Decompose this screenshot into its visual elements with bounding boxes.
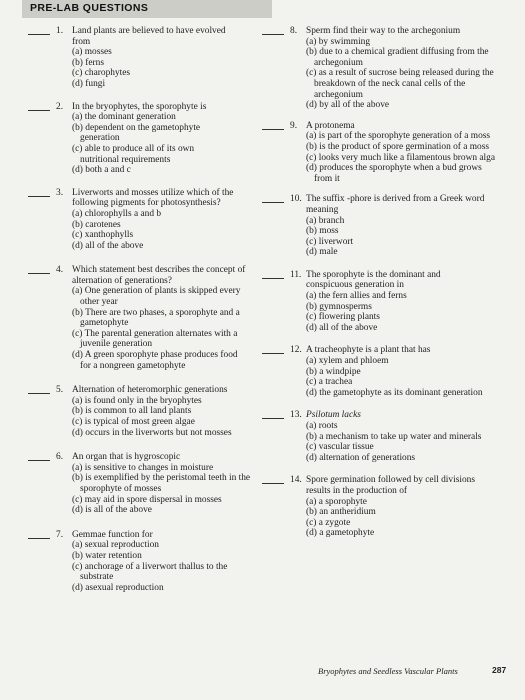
- answer-blank: [262, 483, 284, 484]
- question-13: [262, 410, 502, 463]
- question-number: 12.: [290, 345, 302, 356]
- question-6: [28, 452, 260, 516]
- answer-blank: [262, 353, 284, 354]
- left-column: [28, 26, 260, 593]
- question-3: [28, 188, 260, 252]
- question-stem: Psilotum lacks: [306, 410, 361, 421]
- question-number: 11.: [290, 269, 302, 280]
- option-c: (c) is typical of most green algae: [72, 417, 195, 427]
- option-b: (b) carotenes: [72, 219, 121, 230]
- question-stem: Land plants are believed to have evolved from: [72, 26, 226, 47]
- answer-blank: [28, 460, 50, 461]
- option-b: (b) is exemplified by the peristomal teeth in the sporophyte of mosses: [72, 473, 251, 494]
- question-stem: Spore germination followed by cell divisions results in the production of: [306, 475, 475, 496]
- question-number: 8.: [290, 26, 298, 36]
- option-d: (d) all of the above: [72, 240, 144, 251]
- option-b: (b) is common to all land plants: [72, 406, 192, 417]
- question-9: [262, 121, 502, 185]
- question-8: [262, 26, 502, 111]
- option-d: (d) both a and c: [72, 165, 131, 176]
- option-a: (a) a sporophyte: [306, 496, 367, 507]
- option-a: (a) the fern allies and ferns: [306, 291, 407, 302]
- answer-blank: [28, 538, 50, 539]
- question-number: 1.: [56, 26, 64, 36]
- answer-blank: [28, 273, 50, 274]
- option-a: (a) One generation of plants is skipped every other year: [72, 286, 241, 308]
- option-a: (a) is found only in the bryophytes: [72, 395, 202, 406]
- option-c: (c) charophytes: [72, 68, 131, 79]
- option-c: (c) looks very much like a filamentous brown alga: [306, 152, 496, 163]
- option-c: (c) flowering plants: [306, 312, 380, 323]
- option-c: (c) a zygote: [306, 517, 351, 528]
- page-number: 287: [492, 665, 507, 675]
- option-d: (d) alternation of generations: [306, 452, 416, 463]
- question-1: [28, 26, 260, 90]
- question-number: 4.: [56, 265, 64, 276]
- question-number: 10.: [290, 194, 302, 205]
- option-d: (d) by all of the above: [306, 100, 390, 111]
- question-number: 5.: [56, 385, 64, 396]
- option-b: (b) gymnosperms: [306, 301, 372, 312]
- option-a: (a) mosses: [72, 47, 112, 58]
- answer-blank: [262, 418, 284, 419]
- question-4: [28, 265, 260, 371]
- option-a: (a) chlorophylls a and b: [72, 208, 162, 219]
- option-c: (c) able to produce all of its own nutritional requirements: [72, 143, 195, 165]
- answer-blank: [262, 202, 284, 203]
- option-c: (c) anchorage of a liverwort thallus to the substrate: [72, 561, 228, 583]
- question-12: [262, 345, 502, 398]
- option-b: (b) dependent on the gametophyte generation: [72, 122, 201, 144]
- question-14: [262, 475, 502, 539]
- section-title: PRE-LAB QUESTIONS: [30, 2, 149, 14]
- option-a: (a) is sensitive to changes in moisture: [72, 462, 214, 473]
- option-a: (a) roots: [306, 421, 338, 431]
- question-number: 6.: [56, 452, 64, 463]
- question-7: [28, 530, 260, 594]
- question-number: 3.: [56, 187, 64, 198]
- option-a: (a) the dominant generation: [72, 112, 176, 123]
- question-stem: An organ that is hygroscopic: [72, 452, 181, 463]
- option-d: (d) fungi: [72, 78, 106, 89]
- option-a: (a) by swimming: [306, 36, 371, 47]
- option-b: (b) moss: [306, 226, 339, 237]
- question-stem: Sperm find their way to the archegonium: [306, 26, 461, 36]
- answer-blank: [28, 393, 50, 394]
- question-stem: The suffix -phore is derived from a Greek word meaning: [306, 194, 485, 215]
- answer-blank: [262, 278, 284, 279]
- option-c: (c) a trachea: [306, 377, 353, 388]
- answer-blank: [28, 110, 50, 111]
- answer-blank: [262, 34, 284, 35]
- answer-blank: [28, 34, 50, 35]
- option-b: (b) is the product of spore germination of a moss: [306, 141, 490, 152]
- option-d: (d) occurs in the liverworts but not mosses: [72, 427, 232, 438]
- option-a: (a) sexual reproduction: [72, 540, 159, 551]
- option-b: (b) an antheridium: [306, 507, 376, 518]
- option-a: (a) branch: [306, 215, 345, 226]
- option-c: (c) xanthophylls: [72, 230, 134, 241]
- question-stem: A protonema: [306, 120, 355, 131]
- option-c: (c) vascular tissue: [306, 442, 374, 453]
- question-stem: Which statement best describes the concept of alternation of generations?: [72, 265, 246, 286]
- option-c: (c) as a result of sucrose being released during the breakdown of the neck canal cells of the archegonium: [306, 68, 494, 100]
- question-11: [262, 270, 502, 334]
- question-5: [28, 385, 260, 438]
- option-b: (b) a mechanism to take up water and minerals: [306, 431, 482, 442]
- option-d: (d) A green sporophyte phase produces food for a nongreen gametophyte: [72, 350, 238, 371]
- option-d: (d) asexual reproduction: [72, 582, 164, 593]
- option-d: (d) all of the above: [306, 322, 378, 333]
- question-number: 14.: [290, 475, 302, 486]
- footer-chapter-title: Bryophytes and Seedless Vascular Plants: [318, 666, 458, 676]
- option-d: (d) is all of the above: [72, 505, 152, 516]
- answer-blank: [28, 196, 50, 197]
- question-10: [262, 194, 502, 258]
- option-d: (d) male: [306, 247, 338, 258]
- question-number: 9.: [290, 120, 298, 131]
- question-number: 2.: [56, 101, 64, 112]
- question-stem: In the bryophytes, the sporophyte is: [72, 101, 207, 112]
- option-b: (b) due to a chemical gradient diffusing from the archegonium: [306, 47, 489, 68]
- question-number: 7.: [56, 529, 64, 540]
- option-a: (a) xylem and phloem: [306, 356, 389, 367]
- option-a: (a) is part of the sporophyte generation of a moss: [306, 131, 491, 142]
- option-d: (d) a gametophyte: [306, 528, 375, 539]
- option-d: (d) the gametophyte as its dominant generation: [306, 387, 483, 398]
- right-column: [262, 26, 502, 539]
- option-b: (b) water retention: [72, 550, 142, 561]
- option-b: (b) There are two phases, a sporophyte and a gametophyte: [72, 307, 240, 329]
- option-c: (c) liverwort: [306, 236, 354, 247]
- question-stem: Gemmae function for: [72, 529, 153, 540]
- option-b: (b) ferns: [72, 57, 105, 68]
- option-c: (c) The parental generation alternates with a juvenile generation: [72, 328, 238, 350]
- question-stem: The sporophyte is the dominant and conspicuous generation in: [306, 269, 441, 291]
- option-d: (d) produces the sporophyte when a bud grows from it: [306, 163, 482, 184]
- question-stem: Liverworts and mosses utilize which of the following pigments for photosynthesis?: [72, 187, 234, 209]
- option-b: (b) a windpipe: [306, 366, 361, 377]
- option-c: (c) may aid in spore dispersal in mosses: [72, 494, 222, 505]
- question-stem: Alternation of heteromorphic generations: [72, 385, 228, 396]
- answer-blank: [262, 129, 284, 130]
- question-2: [28, 102, 260, 176]
- question-number: 13.: [290, 410, 302, 421]
- question-stem: A tracheophyte is a plant that has: [306, 345, 431, 356]
